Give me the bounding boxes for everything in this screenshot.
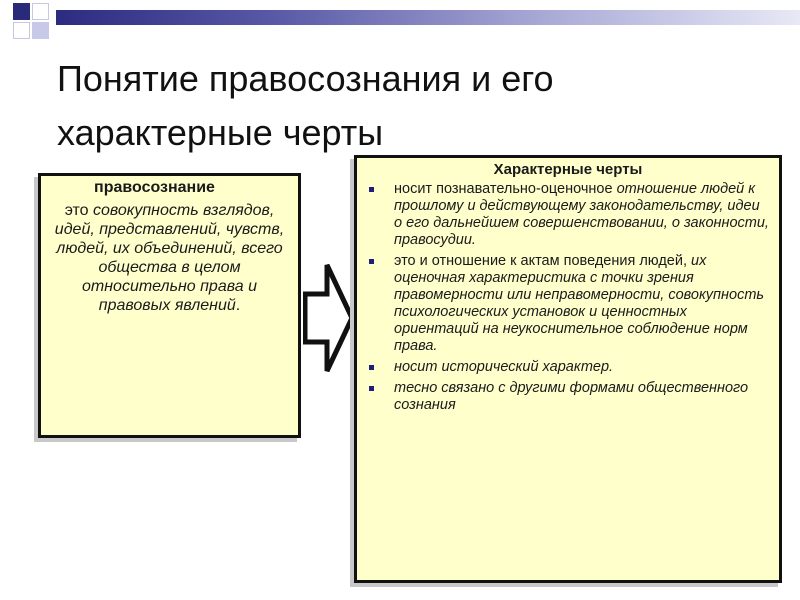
header-gradient-bar: [56, 10, 800, 25]
definition-body: совокупность взглядов, идей, представлений, чувств, людей, их объединений, всего общества в целом относительно права и правовых явлений: [54, 202, 285, 314]
decor-square-icon: [32, 3, 49, 20]
list-item: [367, 253, 769, 355]
decor-square-icon: [13, 3, 30, 20]
list-item: [367, 181, 769, 249]
list-item-plain: это и отношение к актам поведения людей,: [394, 253, 692, 269]
list-item: [367, 359, 769, 376]
definition-tail: .: [235, 297, 241, 314]
decor-square-icon: [32, 22, 49, 39]
slide-title: Понятие правосознания и его характерные черты: [57, 58, 554, 153]
arrow-right-icon: [303, 262, 355, 374]
square-bullet-icon: [369, 187, 374, 192]
definition-text: [49, 201, 290, 315]
characteristics-list: [367, 181, 769, 414]
square-bullet-icon: [369, 386, 374, 391]
list-item-italic: их оценочная характеристика с точки зрения правомерности или неправомерности, совокупность психологических установок и ценностных ориентаций на неукоснительное соблюдение норм права.: [394, 253, 765, 354]
list-item-italic: тесно связано с другими формами общественного сознания: [394, 380, 749, 413]
definition-heading: правосознание: [94, 179, 215, 196]
list-item-plain: носит познавательно-оценочное: [394, 181, 617, 197]
characteristics-box: [354, 155, 782, 583]
decor-square-icon: [13, 22, 30, 39]
list-item-italic: отношение людей к прошлому и действующему законодательству, идеи о его дальнейшем совершенствовании, о законности, правосудии.: [394, 181, 769, 248]
square-bullet-icon: [369, 259, 374, 264]
definition-lead: это: [64, 202, 93, 219]
header-decoration: [0, 0, 800, 42]
definition-box: [38, 173, 301, 438]
characteristics-heading: Характерные черты: [493, 161, 643, 178]
square-bullet-icon: [369, 365, 374, 370]
list-item-italic: носит исторический характер.: [394, 359, 614, 375]
list-item: [367, 380, 769, 414]
